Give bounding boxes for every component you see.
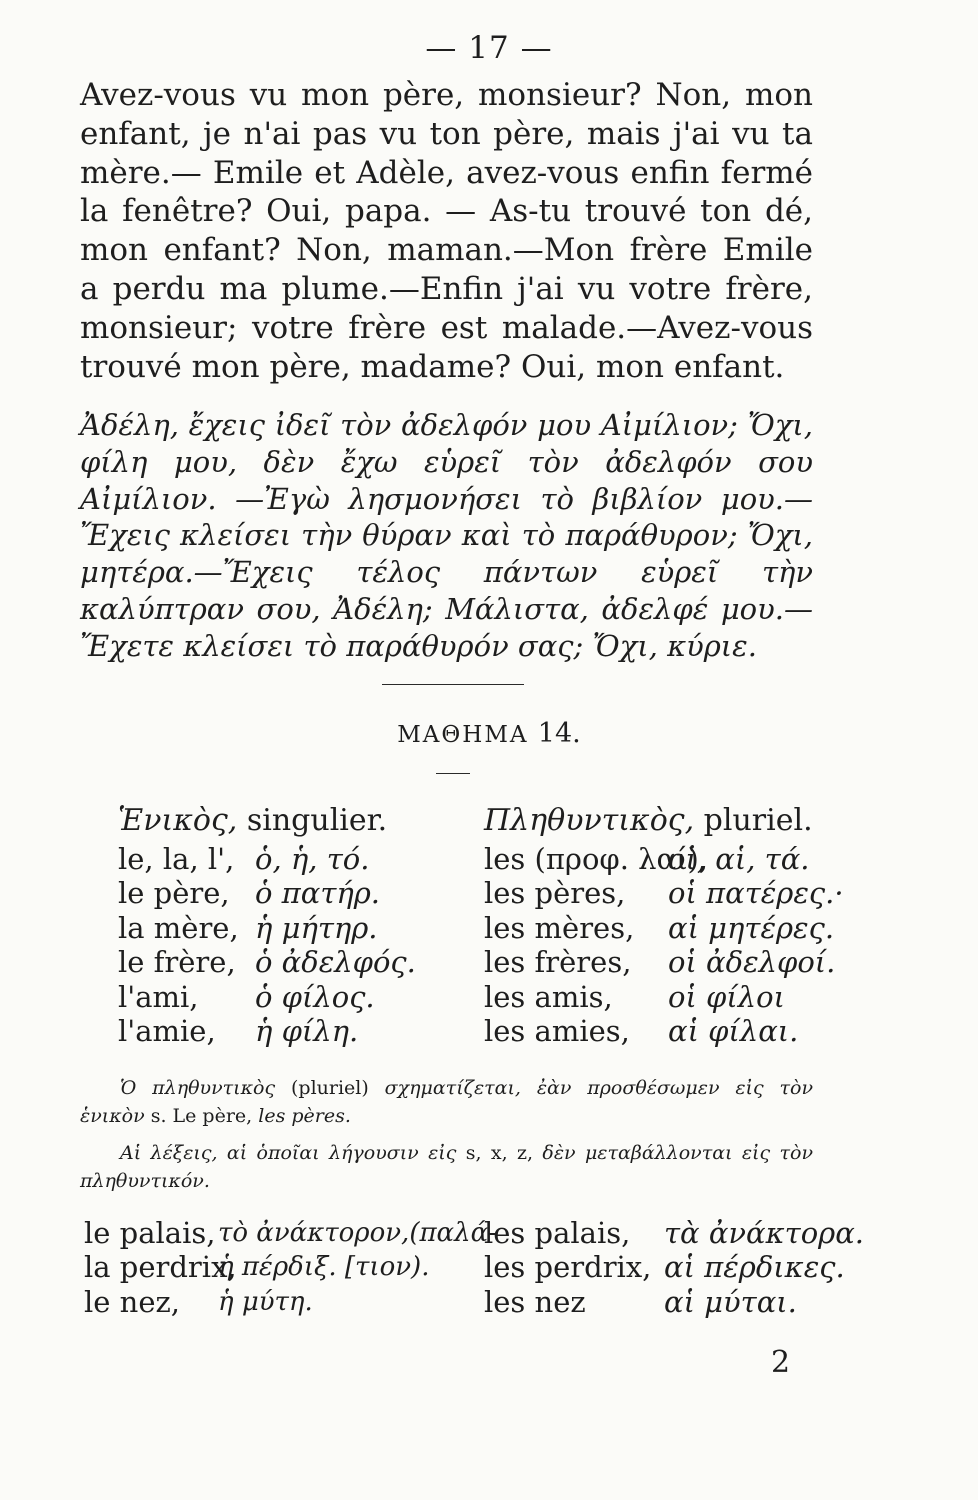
lesson-heading: [0, 718, 978, 749]
invariable-words-note: [80, 1139, 813, 1195]
note-text: σχηματίζεται, ἐὰν προσθέσωμεν εἰς τὸν ἑνικὸν: [80, 1077, 813, 1127]
note-text: s, x, z,: [465, 1142, 534, 1164]
greek-singular-column: [255, 842, 416, 1048]
table-row: les palais,: [484, 1216, 631, 1250]
table-row: οἱ πατέρες.·: [668, 876, 844, 911]
table-row: οἱ, αἱ, τά.: [668, 842, 810, 876]
lesson-title: ΜΑΘΗΜΑ: [397, 722, 529, 748]
table-row: les pères,: [484, 876, 626, 911]
table-row: τὸ ἀνάκτορον,(παλά-: [218, 1218, 497, 1248]
table-row: l'ami,: [118, 979, 199, 1014]
plural-header-french: pluriel.: [703, 803, 813, 838]
note-text: Ὁ πληθυντικὸς: [120, 1077, 276, 1099]
table-row: αἱ μύται.: [664, 1284, 797, 1319]
greek-exercise-paragraph: Ἀδέλη, ἔχεις ἰδεῖ τὸν ἀδελφόν μου Αἰμίλιον; Ὄχι, φίλη μου, δὲν ἔχω εὑρεῖ τὸν ἀδελφόν σου Αἰμίλιον. —Ἐγὼ λησμονήσει τὸ βιβλίον μου.—Ἔχεις κλείσει τὴν θύραν καὶ τὸ παράθυρον; Ὄχι, μητέρα.—Ἔχεις τέλος πάντων εὑρεῖ τὴν καλύπτραν σου, Ἀδέλη; Μάλιστα, ἀδελφέ μου.—Ἔχετε κλείσει τὸ παράθυρόν σας; Ὄχι, κύριε.: [80, 408, 813, 663]
greek-singular-column-2: [218, 1216, 497, 1319]
table-row: οἱ φίλοι: [668, 979, 785, 1014]
note-text: Αἱ λέξεις, αἱ ὁποῖαι λήγουσιν εἰς: [120, 1142, 457, 1164]
table-row: la mère,: [118, 910, 239, 945]
note-text: s. Le père,: [150, 1105, 253, 1127]
table-row: le père,: [118, 876, 230, 911]
table-row: le, la, l',: [118, 842, 235, 876]
table-row: le nez,: [84, 1284, 180, 1319]
plural-header: [484, 803, 813, 838]
note-text: δὲν μεταβάλλονται εἰς τὸν πληθυντικόν.: [80, 1142, 813, 1192]
french-singular-column: [118, 842, 239, 1048]
table-row: la perdrix,: [84, 1250, 237, 1285]
table-row: ἡ πέρδιξ. [τιον).: [218, 1252, 430, 1283]
table-row: ἡ φίλη.: [255, 1014, 359, 1049]
table-row: les mères,: [484, 910, 635, 945]
singular-header: [118, 803, 387, 838]
table-row: les amis,: [484, 979, 613, 1014]
plural-header-greek: Πληθυντικὸς,: [484, 803, 695, 838]
table-row: αἱ φίλαι.: [668, 1014, 799, 1049]
french-exercise-paragraph: Avez-vous vu mon père, monsieur? Non, mon enfant, je n'ai pas vu ton père, mais j'ai vu ta mère.— Emile et Adèle, avez-vous enfin fermé la fenêtre? Oui, papa. — As-tu trouvé ton dé, mon enfant? Non, maman.—Mon frère Emile a perdu ma plume.—Enfin j'ai vu votre frère, monsieur; votre frère est malade.—Avez-vous trouvé mon père, madame? Oui, mon enfant.: [80, 77, 813, 385]
table-row: les nez: [484, 1284, 586, 1319]
table-row: οἱ ἀδελφοί.: [668, 945, 836, 980]
table-row: le palais,: [84, 1216, 216, 1250]
lesson-number: 14.: [537, 718, 581, 749]
section-divider: [382, 684, 524, 685]
french-plural-column-2: [484, 1216, 651, 1319]
note-text: les pères.: [258, 1105, 351, 1127]
table-row: les frères,: [484, 945, 632, 980]
signature-mark: 2: [771, 1345, 791, 1380]
table-row: τὰ ἀνάκτορα.: [664, 1216, 865, 1250]
lesson-divider: [436, 773, 470, 774]
plural-formation-note: [80, 1074, 813, 1130]
table-row: αἱ μητέρες.: [668, 910, 835, 945]
table-row: ἡ μύτη.: [218, 1286, 313, 1317]
table-row: les amies,: [484, 1014, 630, 1049]
table-row: le frère,: [118, 945, 236, 980]
singular-header-greek: Ἑνικὸς,: [118, 803, 238, 838]
table-row: ὁ φίλος.: [255, 979, 375, 1014]
singular-header-french: singulier.: [246, 803, 388, 838]
table-row: ἡ μήτηρ.: [255, 910, 378, 945]
table-row: les (προφ. λαί),: [484, 842, 709, 876]
greek-plural-column-2: [664, 1216, 864, 1319]
table-row: l'amie,: [118, 1014, 216, 1049]
table-row: ὁ ἀδελφός.: [255, 945, 416, 980]
table-row: αἱ πέρδικες.: [664, 1250, 845, 1285]
page-number: — 17 —: [425, 30, 553, 66]
french-singular-column-2: [84, 1216, 237, 1319]
greek-plural-column: [668, 842, 844, 1048]
table-row: les perdrix,: [484, 1250, 652, 1285]
note-text: (pluriel): [291, 1077, 369, 1099]
table-row: ὁ πατήρ.: [255, 876, 381, 911]
table-row: ὁ, ἡ, τό.: [255, 842, 370, 876]
